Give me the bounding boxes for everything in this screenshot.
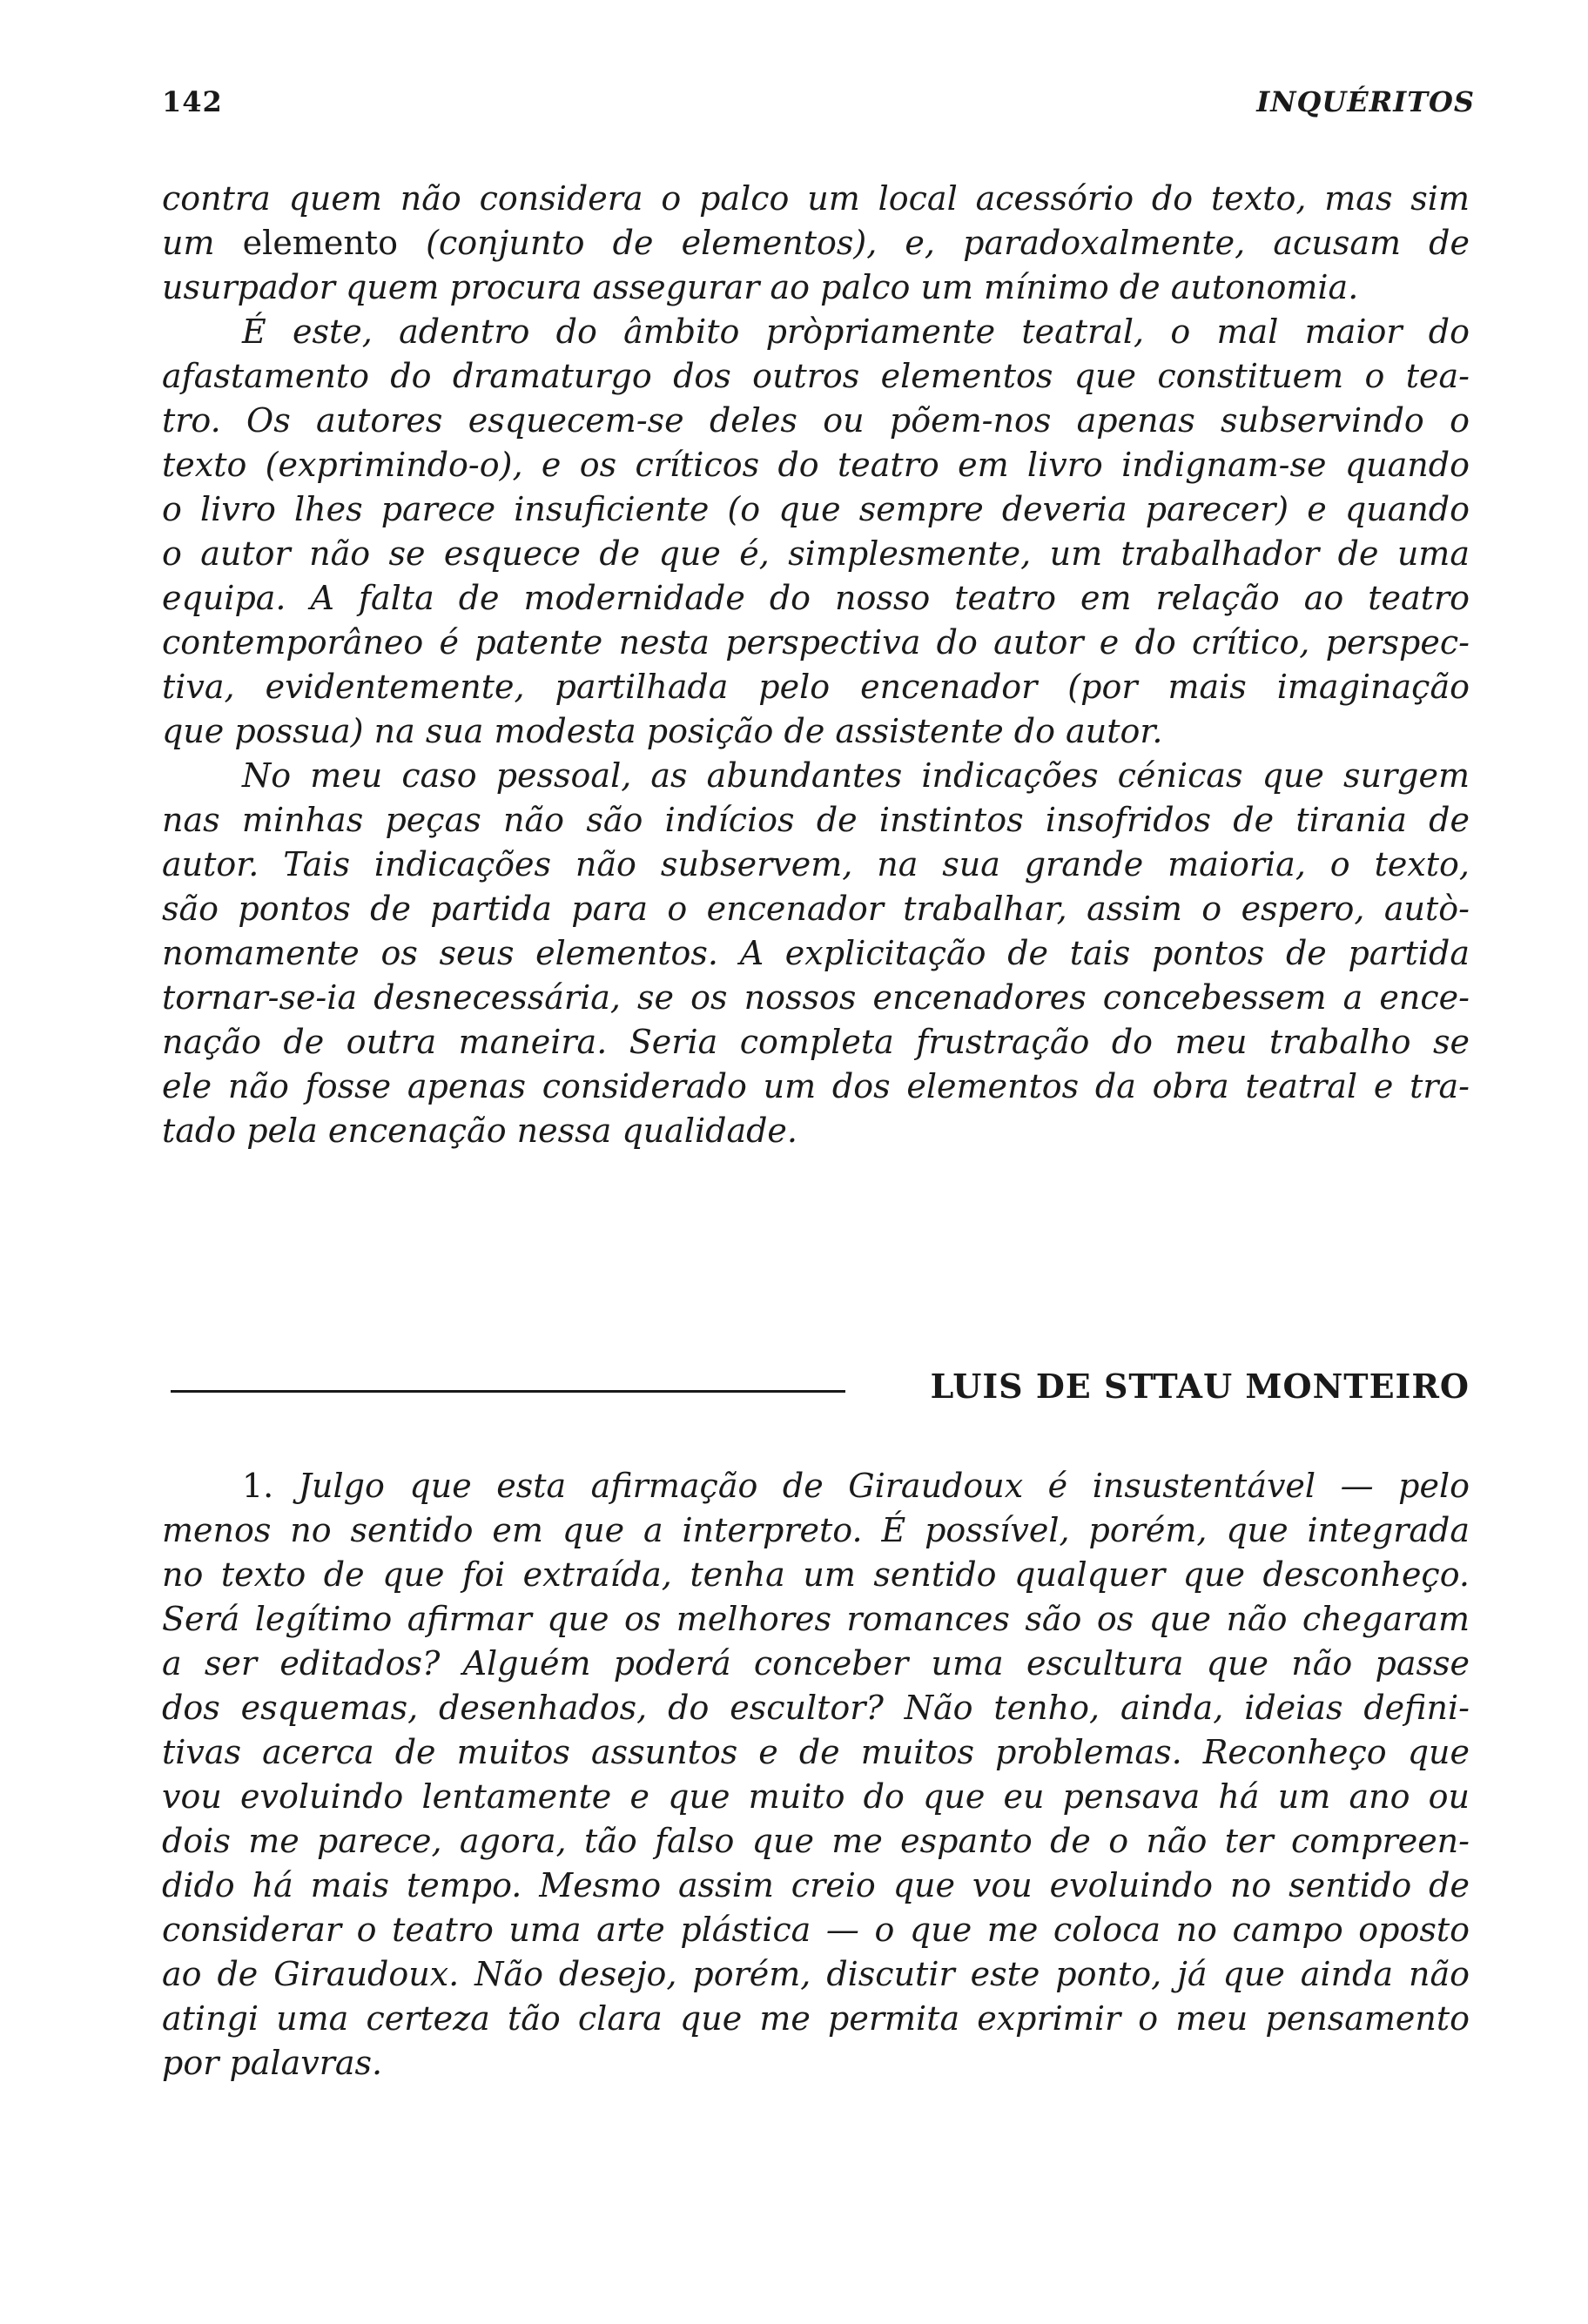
text-line: Será legítimo afirmar que os melhores romances são os que não chegaram <box>162 1600 1470 1638</box>
text-line: texto (exprimindo-o), e os críticos do teatro em livro indignam-se quando <box>162 446 1470 484</box>
text-line: nação de outra maneira. Seria completa frustração do meu trabalho se <box>162 1023 1470 1061</box>
author-name: LUIS DE STTAU MONTEIRO <box>930 1367 1470 1406</box>
text-line: dido há mais tempo. Mesmo assim creio que vou evoluindo no sentido de <box>162 1866 1470 1904</box>
text-line: ele não fosse apenas considerado um dos elementos da obra teatral e tra- <box>162 1067 1470 1105</box>
text-line: vou evoluindo lentamente e que muito do que eu pensava há um ano ou <box>162 1777 1470 1816</box>
text-line: ao de Giraudoux. Não desejo, porém, discutir este ponto, já que ainda não <box>162 1955 1470 1993</box>
text-line: menos no sentido em que a interpreto. É possível, porém, que integrada <box>162 1511 1470 1549</box>
text-line <box>162 221 1470 265</box>
text-line: No meu caso pessoal, as abundantes indicações cénicas que surgem <box>242 756 1470 795</box>
heading-rule <box>171 1390 845 1393</box>
section-body-2 <box>162 1464 1470 2086</box>
text-line: o autor não se esquece de que é, simplesmente, um trabalhador de uma <box>162 534 1470 573</box>
text-line: por palavras. <box>162 2044 383 2082</box>
text-segment: Julgo que esta afirmação de Giraudoux é insustentável — pelo <box>273 1467 1470 1505</box>
text-line: autor. Tais indicações não subservem, na sua grande maioria, o texto, <box>162 845 1470 883</box>
text-line: tornar-se-ia desnecessária, se os nossos encenadores concebessem a ence- <box>162 978 1470 1017</box>
text-line: tivas acerca de muitos assuntos e de muitos problemas. Reconheço que <box>162 1733 1470 1771</box>
text-segment: um <box>162 224 243 262</box>
section-body-1 <box>162 177 1470 1153</box>
text-line: dois me parece, agora, tão falso que me espanto de o não ter compreen- <box>162 1822 1470 1860</box>
text-line: que possua) na sua modesta posição de assistente do autor. <box>162 712 1163 750</box>
text-line: tado pela encenação nessa qualidade. <box>162 1112 797 1150</box>
text-line: afastamento do dramaturgo dos outros elementos que constituem o tea- <box>162 357 1470 395</box>
text-line: a ser editados? Alguém poderá conceber uma escultura que não passe <box>162 1644 1470 1683</box>
text-line: É este, adentro do âmbito pròpriamente teatral, o mal maior do <box>242 312 1470 351</box>
text-line: equipa. A falta de modernidade do nosso teatro em relação ao teatro <box>162 579 1470 617</box>
text-line: atingi uma certeza tão clara que me permita exprimir o meu pensamento <box>162 1999 1470 2038</box>
text-line: dos esquemas, desenhados, do escultor? Não tenho, ainda, ideias defini- <box>162 1689 1470 1727</box>
text-line: contemporâneo é patente nesta perspectiva do autor e do crítico, perspec- <box>162 623 1470 662</box>
text-line: tiva, evidentemente, partilhada pelo encenador (por mais imaginação <box>162 668 1470 706</box>
text-line: nas minhas peças não são indícios de instintos insofridos de tirania de <box>162 801 1470 839</box>
text-line: contra quem não considera o palco um local acessório do texto, mas sim <box>162 179 1470 218</box>
text-line: o livro lhes parece insuficiente (o que sempre deveria parecer) e quando <box>162 490 1470 528</box>
text-line: no texto de que foi extraída, tenha um sentido qualquer que desconheço. <box>162 1555 1470 1594</box>
item-number: 1. <box>242 1467 274 1505</box>
text-line: tro. Os autores esquecem-se deles ou põem-nos apenas subservindo o <box>162 401 1470 440</box>
text-line: usurpador quem procura assegurar ao palco um mínimo de autonomia. <box>162 268 1359 306</box>
text-line <box>162 1464 1470 1508</box>
running-head: INQUÉRITOS <box>1256 85 1475 118</box>
text-line: são pontos de partida para o encenador trabalhar, assim o espero, autò- <box>162 890 1470 928</box>
text-line: nomamente os seus elementos. A explicitação de tais pontos de partida <box>162 934 1470 972</box>
author-heading <box>171 1367 1470 1408</box>
page-number: 142 <box>162 85 223 118</box>
text-line: considerar o teatro uma arte plástica — o que me coloca no campo oposto <box>162 1911 1470 1949</box>
text-segment: (conjunto de elementos), e, paradoxalmente, acusam de <box>397 224 1470 262</box>
text-segment-roman: elemento <box>242 224 398 262</box>
